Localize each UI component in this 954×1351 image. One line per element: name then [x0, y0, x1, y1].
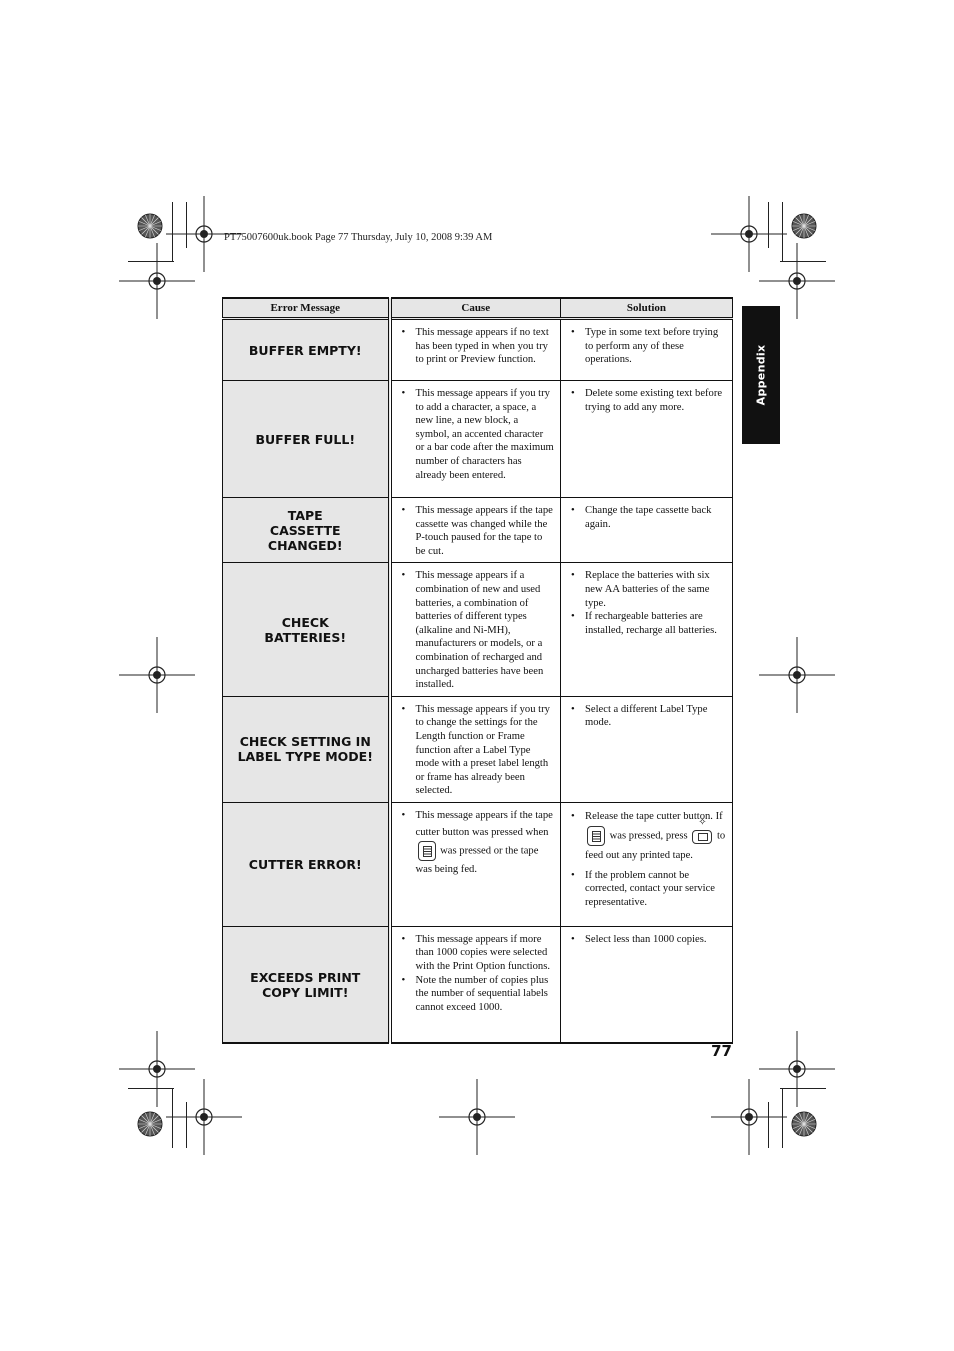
solution-cell [561, 319, 733, 381]
error-message-table [222, 297, 733, 1044]
table-row [223, 381, 733, 498]
table-row [223, 319, 733, 381]
list-item: • Select less than 1000 copies. [585, 933, 726, 947]
error-message-cell: BUFFER FULL! [223, 381, 390, 498]
list-item: • This message appears if more than 1000 copies were selected with the Print Option functions. [416, 933, 555, 974]
column-header-cause: Cause [390, 298, 561, 319]
error-message-cell: CHECK BATTERIES! [223, 563, 390, 696]
cause-cell [390, 319, 561, 381]
error-message-cell: BUFFER EMPTY! [223, 319, 390, 381]
appendix-tab-label: Appendix [754, 344, 768, 406]
solution-cell [561, 696, 733, 802]
list-item [416, 807, 555, 878]
list-item: • Change the tape cassette back again. [585, 504, 726, 531]
solution-cell [561, 563, 733, 696]
cause-cell [390, 802, 561, 926]
cause-cell [390, 381, 561, 498]
appendix-side-tab [742, 306, 780, 444]
page-number: 77 [711, 1042, 732, 1060]
list-item [585, 807, 726, 865]
list-item: • If the problem cannot be corrected, contact your service representative. [585, 869, 726, 910]
column-header-error-message: Error Message [223, 298, 390, 319]
list-item: • Type in some text before trying to perform any of these operations. [585, 326, 726, 367]
solution-cell [561, 926, 733, 1043]
error-message-cell: TAPE CASSETTE CHANGED! [223, 498, 390, 563]
table-row [223, 563, 733, 696]
file-info-line: PT75007600uk.book Page 77 Thursday, July 10, 2008 9:39 AM [224, 232, 493, 243]
table-row [223, 498, 733, 563]
cause-cell [390, 498, 561, 563]
table-row [223, 926, 733, 1043]
error-message-cell: CUTTER ERROR! [223, 802, 390, 926]
print-key-icon [418, 841, 436, 861]
cause-cell [390, 563, 561, 696]
list-item: • If rechargeable batteries are installed, recharge all batteries. [585, 610, 726, 637]
solution-cell [561, 802, 733, 926]
list-item: • This message appears if a combination of new and used batteries, a combination of batteries of different types (alkaline and Ni-MH), manufacturers or models, or a combination of recharged and uncharged batteries have been installed. [416, 569, 555, 691]
list-item: • This message appears if the tape cassette was changed while the P-touch paused for the tape to be cut. [416, 504, 555, 558]
column-header-solution: Solution [561, 298, 733, 319]
solution-text-part: to feed out any printed tape. [585, 830, 726, 861]
list-item: • This message appears if you try to change the settings for the Length function or Frame function after a Label Type mode with a preset label length or frame has already been selected. [416, 703, 555, 798]
table-row [223, 696, 733, 802]
list-item: • Select a different Label Type mode. [585, 703, 726, 730]
list-item: • This message appears if no text has been typed in when you try to print or Preview function. [416, 326, 555, 367]
cause-cell [390, 696, 561, 802]
list-item: • Replace the batteries with six new AA batteries of the same type. [585, 569, 726, 610]
solution-cell [561, 381, 733, 498]
solution-cell [561, 498, 733, 563]
solution-text-part: Release the tape cutter button. If [585, 810, 723, 822]
cause-cell [390, 926, 561, 1043]
solution-text-part: was pressed, press [609, 830, 688, 842]
table-header-row [223, 298, 733, 319]
list-item: • This message appears if you try to add a character, a space, a new line, a new block, a symbol, an accented character or a bar code after the maximum number of characters has already been entered. [416, 387, 555, 482]
list-item: • Delete some existing text before trying to add any more. [585, 387, 726, 414]
list-item: • Note the number of copies plus the number of sequential labels cannot exceed 1000. [416, 974, 555, 1015]
print-key-icon [587, 826, 605, 846]
error-message-cell: EXCEEDS PRINT COPY LIMIT! [223, 926, 390, 1043]
cause-text-part: was pressed or the tape was being fed. [415, 845, 539, 875]
feed-key-icon [692, 830, 712, 844]
cause-text-part: This message appears if the tape cutter button was pressed when [415, 809, 553, 838]
error-message-cell: CHECK SETTING IN LABEL TYPE MODE! [223, 696, 390, 802]
table-row [223, 802, 733, 926]
